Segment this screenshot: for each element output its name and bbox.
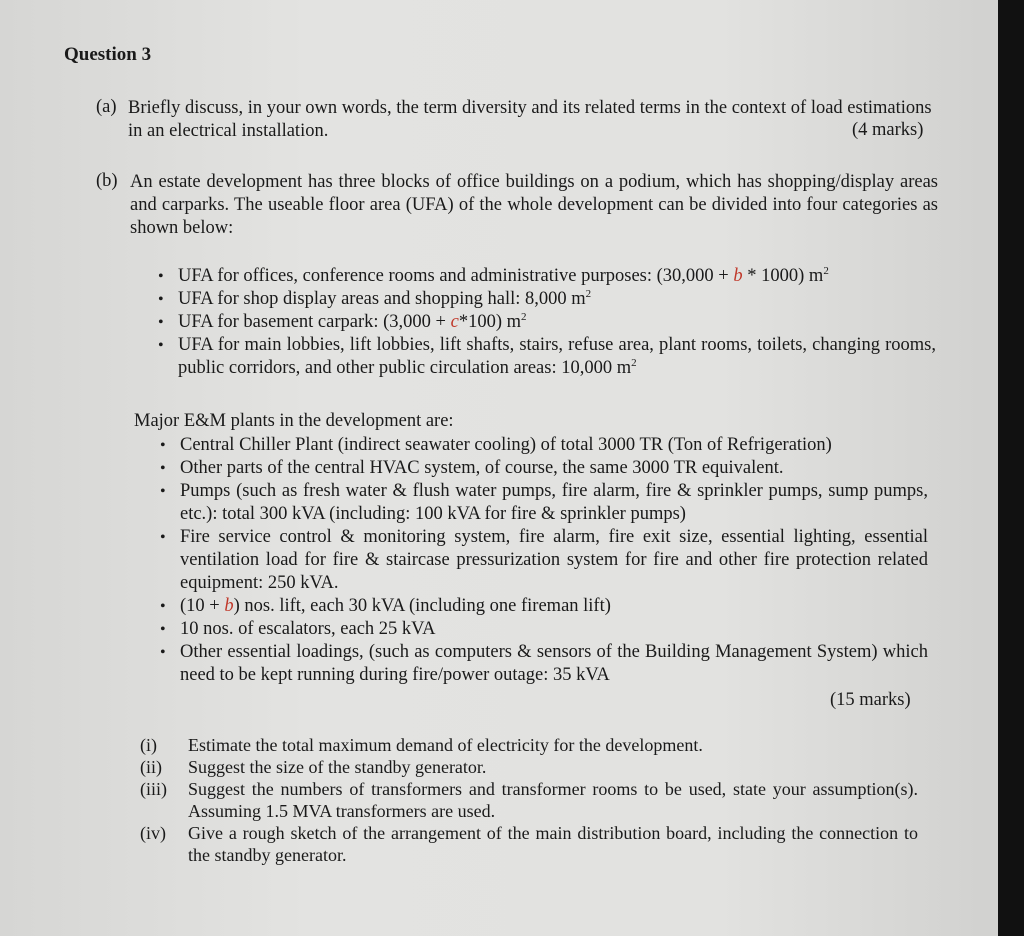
- ufa-item: • UFA for main lobbies, lift lobbies, lift shafts, stairs, refuse area, plant rooms, toilets, changing rooms, public corridors, and other public circulation areas: 10,000 $m^2$: [158, 335, 936, 378]
- plant-item: • Other essential loadings, (such as computers & sensors of the Building Management System) which need to be kept running during fire/power outage: 35 kVA: [160, 642, 928, 685]
- question-title: Question 3: [64, 44, 152, 65]
- part-b-label: (b): [96, 171, 118, 191]
- plant-item: • (10 + b) nos. lift, each 30 kVA (including one fireman lift): [160, 596, 611, 616]
- subquestion-item: (iii) Suggest the numbers of transformers and transformer rooms to be used, state your assumption(s). Assuming 1.5 MVA transformers are used.: [140, 779, 918, 821]
- plant-item: • Pumps (such as fresh water & flush water pumps, fire alarm, fire & sprinkler pumps, sump pumps, etc.): total 300 kVA (including: 100 kVA for fire & sprinkler pumps): [160, 481, 928, 524]
- plant-item: • 10 nos. of escalators, each 25 kVA: [160, 619, 436, 639]
- part-a-marks: (4 marks): [852, 120, 924, 140]
- plants-list: [158, 434, 928, 687]
- part-b-intro: An estate development has three blocks of office buildings on a podium, which has shopping/display areas and carparks. The useable floor area (UFA) of the whole development can be divided into four categories as shown below:: [130, 172, 938, 238]
- plant-item: • Other parts of the central HVAC system, of course, the same 3000 TR equivalent.: [160, 458, 784, 478]
- plant-item: • Central Chiller Plant (indirect seawater cooling) of total 3000 TR (Ton of Refrigeration): [160, 435, 832, 455]
- subquestion-list: [140, 734, 918, 866]
- ufa-item: • UFA for offices, conference rooms and administrative purposes: (30,000 + b * 1000) $m^2$: [158, 264, 829, 286]
- ufa-list: [156, 265, 936, 380]
- part-b-marks: (15 marks): [830, 690, 911, 710]
- subquestion-item: (ii) Suggest the size of the standby generator.: [140, 757, 487, 777]
- subquestion-item: (iv) Give a rough sketch of the arrangement of the main distribution board, including the connection to the standby generator.: [140, 823, 918, 865]
- plant-item: • Fire service control & monitoring system, fire alarm, fire exit size, essential lighting, essential ventilation load for fire & staircase pressurization system for fire and other fire protection related equipment: 250 kVA.: [160, 527, 928, 593]
- ufa-item: • UFA for basement carpark: (3,000 + c*100) $m^2$: [158, 310, 527, 332]
- part-a-text: Briefly discuss, in your own words, the term diversity and its related terms in the context of load estimations in an electrical installation.: [128, 98, 932, 141]
- part-a-label: (a): [96, 97, 117, 117]
- subquestion-item: (i) Estimate the total maximum demand of electricity for the development.: [140, 735, 703, 755]
- dark-edge: [998, 0, 1024, 936]
- plants-heading: Major E&M plants in the development are:: [134, 411, 454, 431]
- ufa-item: • UFA for shop display areas and shopping hall: 8,000 $m^2$: [158, 287, 592, 309]
